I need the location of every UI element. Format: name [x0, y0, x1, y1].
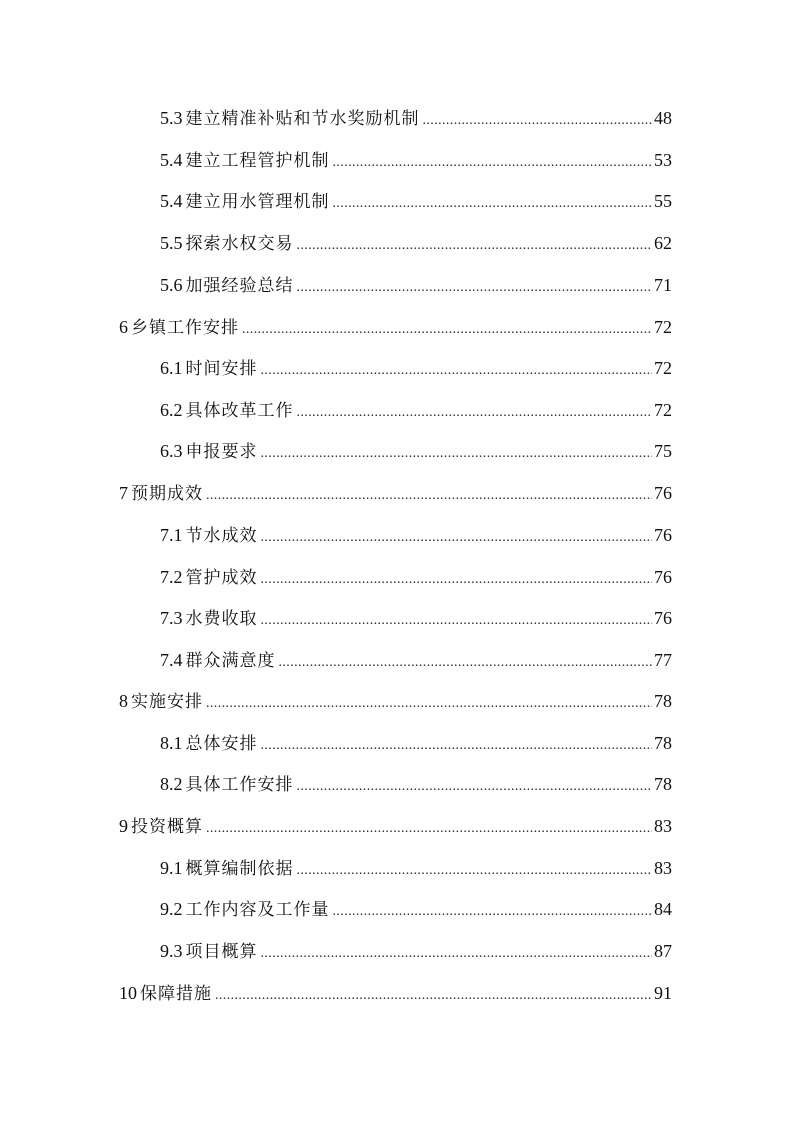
toc-entry-title: 投资概算	[131, 817, 203, 837]
dot-leader	[279, 650, 653, 676]
toc-entry-number: 5.4	[160, 191, 183, 211]
toc-entry[interactable]	[160, 397, 672, 423]
toc-entry-title: 管护成效	[185, 568, 258, 588]
toc-entry[interactable]	[160, 605, 672, 631]
toc-entry-text	[160, 397, 294, 424]
toc-entry[interactable]	[160, 355, 672, 381]
toc-entry-text	[160, 647, 276, 674]
toc-entry-page: 71	[654, 275, 672, 295]
toc-entry-title: 水费收取	[185, 609, 258, 629]
dot-leader	[261, 608, 653, 634]
toc-entry-title: 加强经验总结	[185, 276, 294, 296]
dot-leader	[297, 233, 653, 259]
dot-leader	[261, 358, 653, 384]
toc-entry[interactable]	[119, 980, 672, 1006]
toc-entry-number: 6.3	[160, 441, 183, 461]
toc-entry[interactable]	[119, 688, 672, 714]
toc-entry-page: 78	[654, 774, 672, 794]
toc-entry-number: 5.4	[160, 150, 183, 170]
dot-leader	[333, 150, 653, 176]
dot-leader	[423, 108, 653, 134]
toc-entry-number: 7.1	[160, 525, 183, 545]
toc-entry-text	[160, 188, 330, 215]
toc-entry-number: 6	[119, 317, 128, 337]
toc-entry-number: 5.6	[160, 275, 183, 295]
toc-entry[interactable]	[160, 564, 672, 590]
toc-entry[interactable]	[160, 272, 672, 298]
dot-leader	[261, 941, 653, 967]
toc-entry-number: 7.2	[160, 567, 183, 587]
toc-entry-page: 83	[654, 858, 672, 878]
toc-entry-page: 83	[654, 816, 672, 836]
toc-entry-text	[160, 564, 258, 591]
toc-entry-title: 群众满意度	[185, 651, 276, 671]
toc-entry-page: 72	[654, 317, 672, 337]
toc-entry-page: 75	[654, 441, 672, 461]
dot-leader	[206, 483, 652, 509]
dot-leader	[333, 191, 653, 217]
toc-entry-number: 5.5	[160, 233, 183, 253]
toc-entry-title: 时间安排	[185, 359, 258, 379]
toc-entry[interactable]	[160, 522, 672, 548]
toc-entry-title: 建立工程管护机制	[185, 151, 330, 171]
dot-leader	[297, 774, 653, 800]
toc-entry-title: 节水成效	[185, 526, 258, 546]
toc-entry-page: 62	[654, 233, 672, 253]
toc-entry-number: 9.2	[160, 899, 183, 919]
toc-entry[interactable]	[160, 147, 672, 173]
toc-entry-number: 8.1	[160, 733, 183, 753]
toc-entry-number: 8	[119, 691, 128, 711]
toc-entry-text	[160, 105, 420, 132]
toc-entry-title: 探索水权交易	[185, 234, 294, 254]
toc-entry-number: 7	[119, 483, 128, 503]
toc-entry-text	[160, 771, 294, 798]
dot-leader	[261, 567, 653, 593]
toc-entry[interactable]	[160, 771, 672, 797]
toc-entry-title: 概算编制依据	[185, 859, 294, 879]
toc-entry-text	[160, 896, 330, 923]
dot-leader	[215, 983, 652, 1009]
toc-entry[interactable]	[160, 647, 672, 673]
toc-entry-title: 预期成效	[131, 484, 203, 504]
toc-entry[interactable]	[160, 855, 672, 881]
toc-entry-text	[119, 980, 212, 1007]
toc-entry-title: 实施安排	[131, 692, 203, 712]
toc-entry-text	[160, 355, 258, 382]
toc-entry-number: 9.1	[160, 858, 183, 878]
toc-entry[interactable]	[160, 188, 672, 214]
dot-leader	[261, 441, 653, 467]
toc-entry-title: 具体改革工作	[185, 401, 294, 421]
toc-entry-page: 77	[654, 650, 672, 670]
toc-entry-text	[160, 230, 294, 257]
toc-entry-page: 76	[654, 525, 672, 545]
toc-entry-title: 具体工作安排	[185, 775, 294, 795]
dot-leader	[297, 858, 653, 884]
toc-entry-page: 76	[654, 608, 672, 628]
dot-leader	[261, 733, 653, 759]
toc-entry-page: 87	[654, 941, 672, 961]
toc-entry[interactable]	[160, 438, 672, 464]
toc-entry-page: 48	[654, 108, 672, 128]
dot-leader	[206, 691, 652, 717]
toc-entry[interactable]	[119, 480, 672, 506]
dot-leader	[297, 400, 653, 426]
toc-entry-page: 55	[654, 191, 672, 211]
toc-entry-page: 72	[654, 358, 672, 378]
toc-entry-title: 乡镇工作安排	[131, 318, 239, 338]
toc-entry[interactable]	[160, 105, 672, 131]
dot-leader	[261, 525, 653, 551]
toc-entry[interactable]	[119, 813, 672, 839]
dot-leader	[242, 317, 652, 343]
toc-entry-text	[160, 522, 258, 549]
toc-entry-text	[119, 813, 203, 840]
toc-entry-title: 工作内容及工作量	[185, 900, 330, 920]
dot-leader	[333, 899, 653, 925]
toc-entry-text	[119, 688, 203, 715]
toc-entry-text	[119, 480, 203, 507]
toc-entry-text	[160, 730, 258, 757]
toc-entry-text	[160, 272, 294, 299]
toc-entry-number: 9	[119, 816, 128, 836]
toc-entry-text	[160, 938, 258, 965]
toc-entry-text	[160, 438, 258, 465]
toc-entry-title: 申报要求	[185, 442, 258, 462]
toc-entry-number: 5.3	[160, 108, 183, 128]
toc-entry-number: 7.4	[160, 650, 183, 670]
toc-entry-page: 72	[654, 400, 672, 420]
toc-entry-title: 建立精准补贴和节水奖励机制	[185, 109, 420, 129]
toc-entry[interactable]	[160, 896, 672, 922]
toc-entry-page: 78	[654, 733, 672, 753]
toc-entry-page: 76	[654, 567, 672, 587]
toc-entry-number: 8.2	[160, 774, 183, 794]
toc-entry-title: 项目概算	[185, 942, 258, 962]
toc-entry-number: 7.3	[160, 608, 183, 628]
toc-entry-page: 91	[654, 983, 672, 1003]
toc-entry-page: 76	[654, 483, 672, 503]
toc-entry-page: 53	[654, 150, 672, 170]
toc-entry-text	[160, 855, 294, 882]
toc-entry-number: 9.3	[160, 941, 183, 961]
dot-leader	[297, 275, 653, 301]
toc-entry[interactable]	[160, 230, 672, 256]
toc-entry-number: 6.2	[160, 400, 183, 420]
toc-entry-number: 6.1	[160, 358, 183, 378]
toc-entry[interactable]	[160, 938, 672, 964]
toc-entry-text	[160, 605, 258, 632]
toc-entry-text	[119, 314, 239, 341]
toc-entry-page: 84	[654, 899, 672, 919]
toc-entry-title: 保障措施	[140, 984, 212, 1004]
toc-entry-page: 78	[654, 691, 672, 711]
toc-entry[interactable]	[119, 314, 672, 340]
toc-entry-title: 建立用水管理机制	[185, 192, 330, 212]
toc-entry-title: 总体安排	[185, 734, 258, 754]
toc-entry-number: 10	[119, 983, 137, 1003]
dot-leader	[206, 816, 652, 842]
toc-entry-text	[160, 147, 330, 174]
toc-entry[interactable]	[160, 730, 672, 756]
